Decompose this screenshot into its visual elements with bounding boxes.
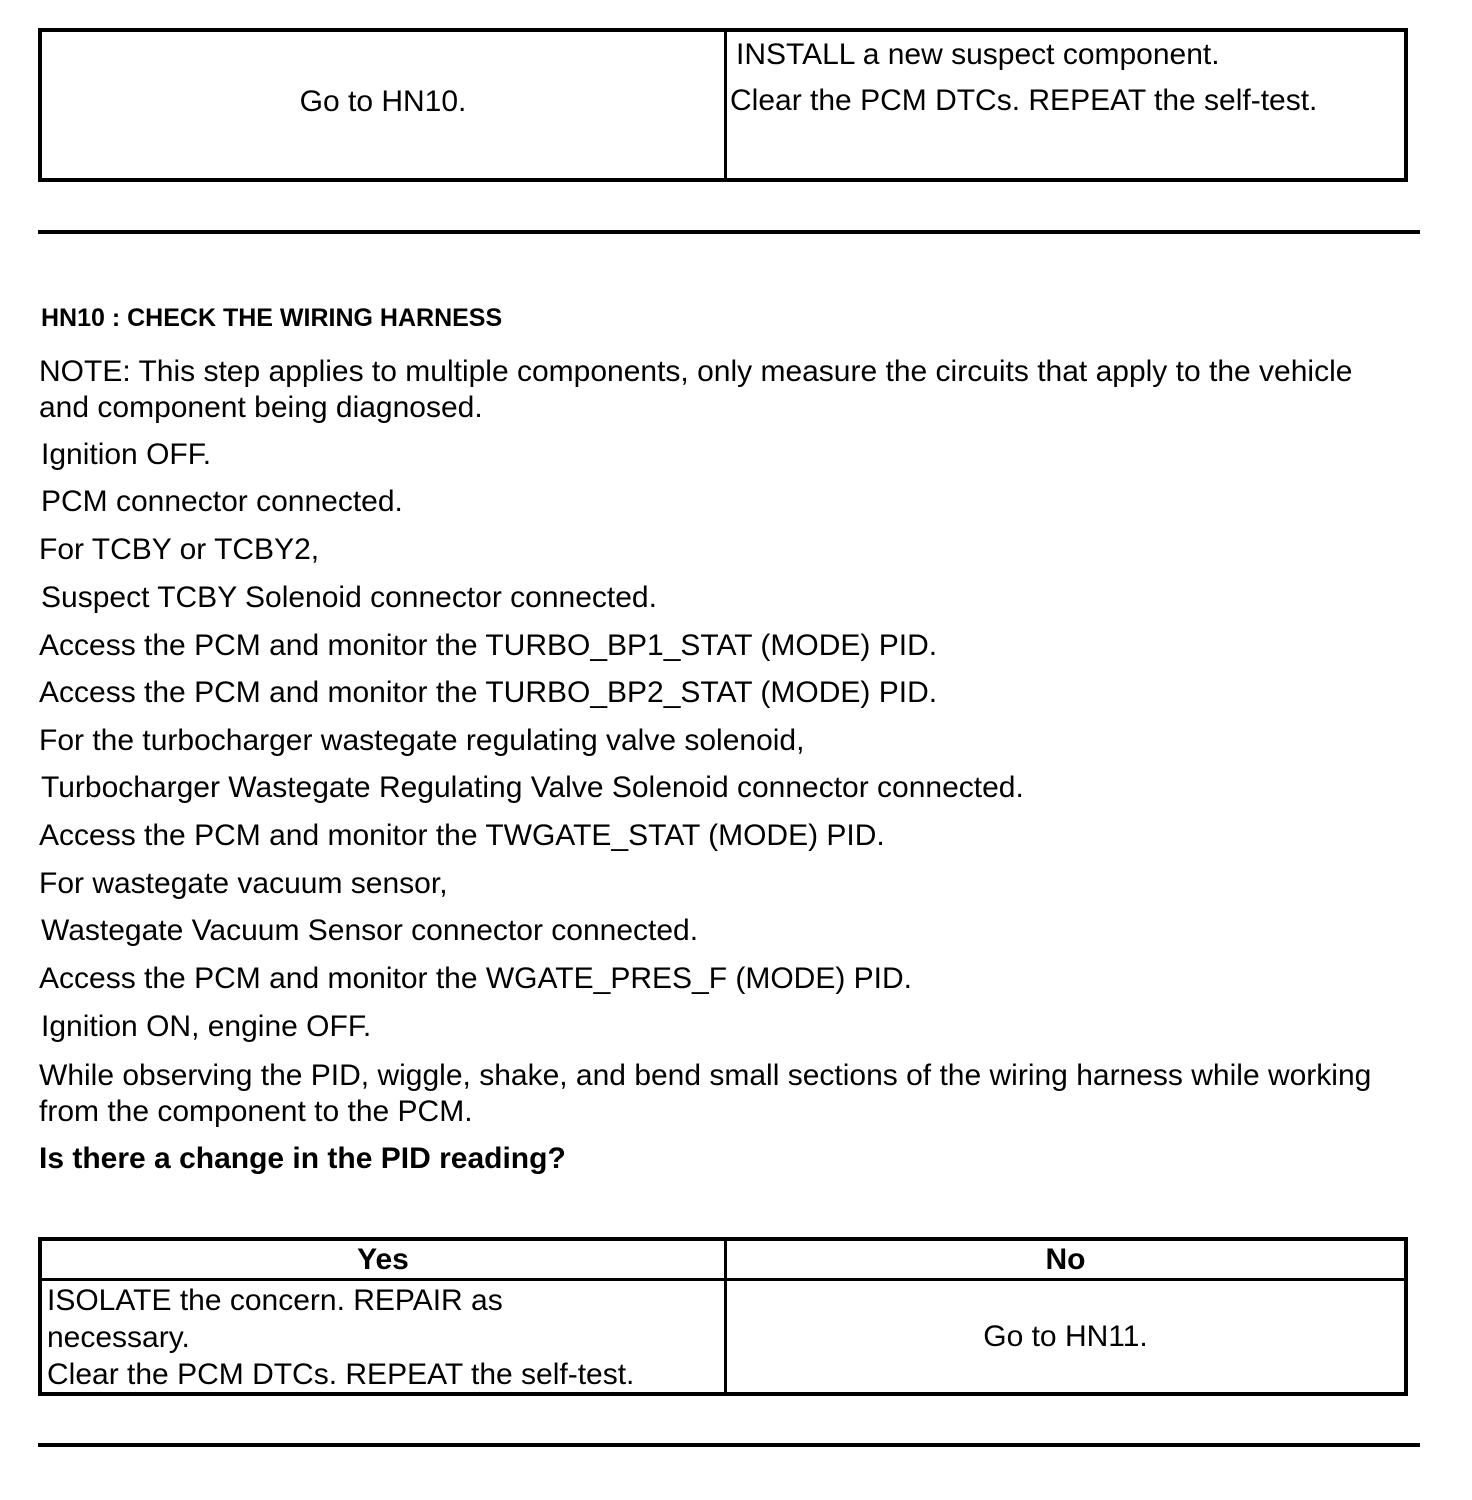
no-header: No (1045, 1242, 1086, 1276)
yes-line-1: ISOLATE the concern. REPAIR as (47, 1284, 503, 1317)
top-left-cell (42, 32, 724, 178)
goto-hn11-text: Go to HN11. (983, 1319, 1148, 1353)
install-component-text: INSTALL a new suspect component. (736, 38, 1220, 71)
note-text: NOTE: This step applies to multiple components, only measure the circuits that apply to the vehicle and component being diagnosed. (39, 355, 1353, 424)
step-6: Access the PCM and monitor the TURBO_BP2_STAT (MODE) PID. (39, 676, 938, 709)
step-7: For the turbocharger wastegate regulating valve solenoid, (39, 724, 805, 757)
step-3: For TCBY or TCBY2, (39, 533, 320, 566)
step-10: For wastegate vacuum sensor, (39, 867, 448, 900)
top-right-cell (730, 32, 1400, 124)
step-9: Access the PCM and monitor the TWGATE_STAT (MODE) PID. (39, 819, 885, 852)
yes-line-2: necessary. (47, 1321, 190, 1354)
top-table-divider (724, 32, 727, 178)
yes-no-table (38, 1237, 1408, 1396)
step-1: Ignition OFF. (41, 438, 212, 471)
step-5: Access the PCM and monitor the TURBO_BP1_STAT (MODE) PID. (39, 629, 938, 662)
step-12: Access the PCM and monitor the WGATE_PRES_F (MODE) PID. (39, 962, 913, 995)
clear-dtcs-text: Clear the PCM DTCs. REPEAT the self-test. (730, 84, 1318, 117)
step-2: PCM connector connected. (41, 485, 403, 518)
yes-header: Yes (357, 1242, 409, 1276)
yes-line-3: Clear the PCM DTCs. REPEAT the self-test. (47, 1358, 635, 1391)
question-text: Is there a change in the PID reading? (39, 1142, 566, 1175)
top-result-table (38, 28, 1408, 182)
goto-hn10-text: Go to HN10. (299, 85, 467, 118)
step-11: Wastegate Vacuum Sensor connector connected. (41, 914, 699, 947)
yes-cell (47, 1282, 719, 1393)
wiggle-instruction: While observing the PID, wiggle, shake, and bend small sections of the wiring harness while working from the component to the PCM. (39, 1059, 1372, 1128)
step-13: Ignition ON, engine OFF. (41, 1010, 372, 1043)
section-divider-bottom (38, 1443, 1420, 1447)
step-8: Turbocharger Wastegate Regulating Valve Solenoid connector connected. (41, 771, 1024, 804)
no-cell (727, 1281, 1404, 1392)
section-title: HN10 : CHECK THE WIRING HARNESS (41, 304, 503, 332)
step-4: Suspect TCBY Solenoid connector connected. (41, 581, 657, 614)
section-divider-top (38, 230, 1420, 234)
